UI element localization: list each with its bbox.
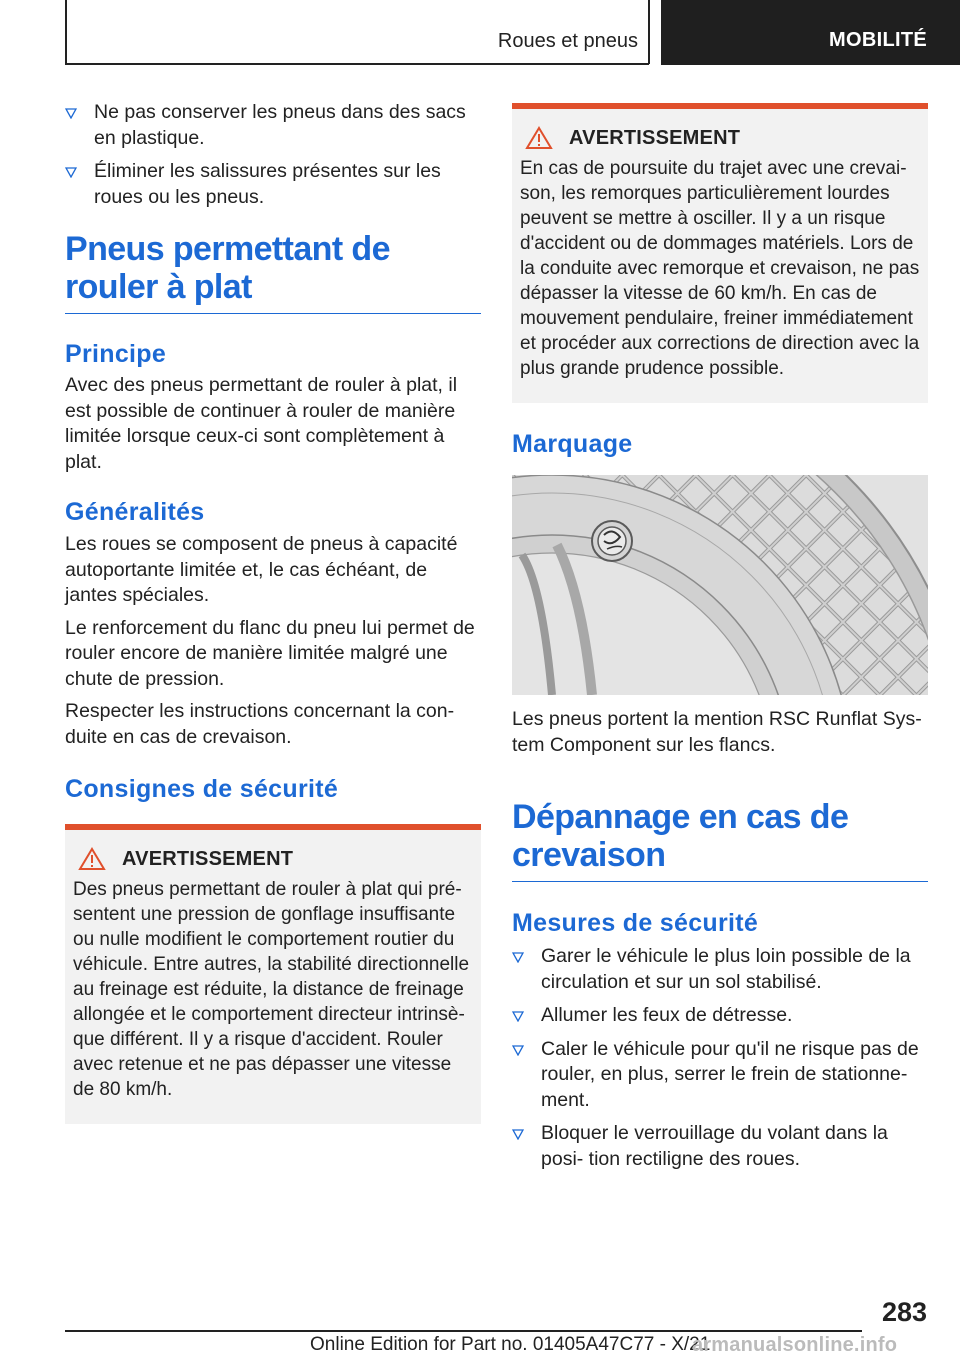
warning-title: AVERTISSEMENT: [569, 126, 741, 149]
generalites-heading: Généralités: [65, 498, 205, 526]
warning-text: En cas de poursuite du trajet avec une crevai‑ son, les remorques particulièrement lourdes peuvent se mettre à osciller. Il y a un risque d'accident ou de dommages matériels. Lors de la conduite avec remorque et crevaison, ne pas dépasser la vitesse de 60 km/h. En cas de mouvement pendulaire, freiner immédiatement et procéder aux corrections de direction avec la plus grande prudence possible.: [520, 158, 920, 379]
header-left-rule: [65, 0, 67, 64]
list-item: Allumer les feux de détresse.: [512, 1003, 928, 1029]
generalites-paragraph-3: Respecter les instructions concernant la con‑ duite en cas de crevaison.: [65, 700, 455, 748]
securite-heading: Consignes de sécurité: [65, 775, 339, 803]
header-section-title: Roues et pneus: [497, 30, 638, 52]
list-item: Bloquer le verrouillage du volant dans la posi‑ tion rectiligne des roues.: [512, 1121, 928, 1172]
list-item: Garer le véhicule le plus loin possible de la circulation et sur un sol stabilisé.: [512, 944, 928, 995]
triangle-bullet-icon: [512, 1011, 524, 1022]
warning-title-row: [525, 126, 920, 150]
runflat-section-title: Pneus permettant de rouler à plat: [65, 230, 481, 314]
trailer-warning-box: [512, 103, 928, 403]
marquage-heading: Marquage: [512, 430, 633, 458]
triangle-bullet-icon: [65, 108, 77, 119]
generalites-paragraph-2: Le renforcement du flanc du pneu lui permet de rouler encore de manière limitée malgré une chute de pression.: [65, 616, 475, 690]
triangle-bullet-icon: [65, 167, 77, 178]
warning-title: AVERTISSEMENT: [122, 847, 294, 870]
triangle-bullet-icon: [512, 952, 524, 963]
list-item: Caler le véhicule pour qu'il ne risque pas de rouler, en plus, serrer le frein de stationne‑ ment.: [512, 1037, 928, 1114]
principe-heading: Principe: [65, 340, 167, 368]
left-column: [65, 100, 481, 1124]
header-chapter-label: MOBILITÉ: [829, 29, 927, 51]
runflat-warning-box: [65, 824, 481, 1124]
triangle-bullet-icon: [512, 1129, 524, 1140]
triangle-bullet-icon: [512, 1045, 524, 1056]
list-item: Éliminer les salissures présentes sur les roues ou les pneus.: [65, 159, 481, 210]
storage-bullet-list: [65, 100, 481, 210]
generalites-paragraph-1: Les roues se composent de pneus à capacité autoportante limitée et, le cas échéant, de jantes spéciales.: [65, 533, 458, 606]
header-bottom-rule: [65, 63, 649, 65]
list-item: Ne pas conserver les pneus dans des sacs en plastique.: [65, 100, 481, 151]
warning-text: Des pneus permettant de rouler à plat qui pré‑ sentent une pression de gonflage insuffisante ou nulle modifient le comportement routier du véhicule. Entre autres, la stabilité directionnelle au freinage est réduite, la distance de freinage allongée et le comportement directeur intrinsè‑ que différent. Il y a risque d'accident. Rouler avec retenue et ne pas dépasser une vitesse de 80 km/h.: [73, 879, 470, 1100]
page-number: 283: [881, 1297, 927, 1327]
mesures-heading: Mesures de sécurité: [512, 909, 759, 937]
warning-triangle-icon: [78, 847, 106, 871]
principe-text: Avec des pneus permettant de rouler à plat, il est possible de continuer à rouler de manière limitée lorsque ceux‑ci sont complètement à plat.: [65, 374, 458, 473]
mesures-bullet-list: [512, 944, 928, 1172]
header-chapter-tab: [661, 0, 960, 65]
runflat-tire-illustration: [512, 475, 928, 695]
footer-edition: Online Edition for Part no. 01405A47C77 - X/21: [310, 1334, 711, 1355]
footer-watermark: armanualsonline.info: [692, 1334, 898, 1356]
marquage-text: Les pneus portent la mention RSC Runflat Sys‑ tem Component sur les flancs.: [512, 708, 922, 756]
warning-triangle-icon: [525, 126, 553, 150]
warning-title-row: [78, 847, 473, 871]
right-column: [512, 103, 928, 1180]
header-right-rule: [648, 0, 650, 64]
footer-rule: [65, 1330, 862, 1332]
depannage-section-title: Dépannage en cas de crevaison: [512, 798, 928, 882]
